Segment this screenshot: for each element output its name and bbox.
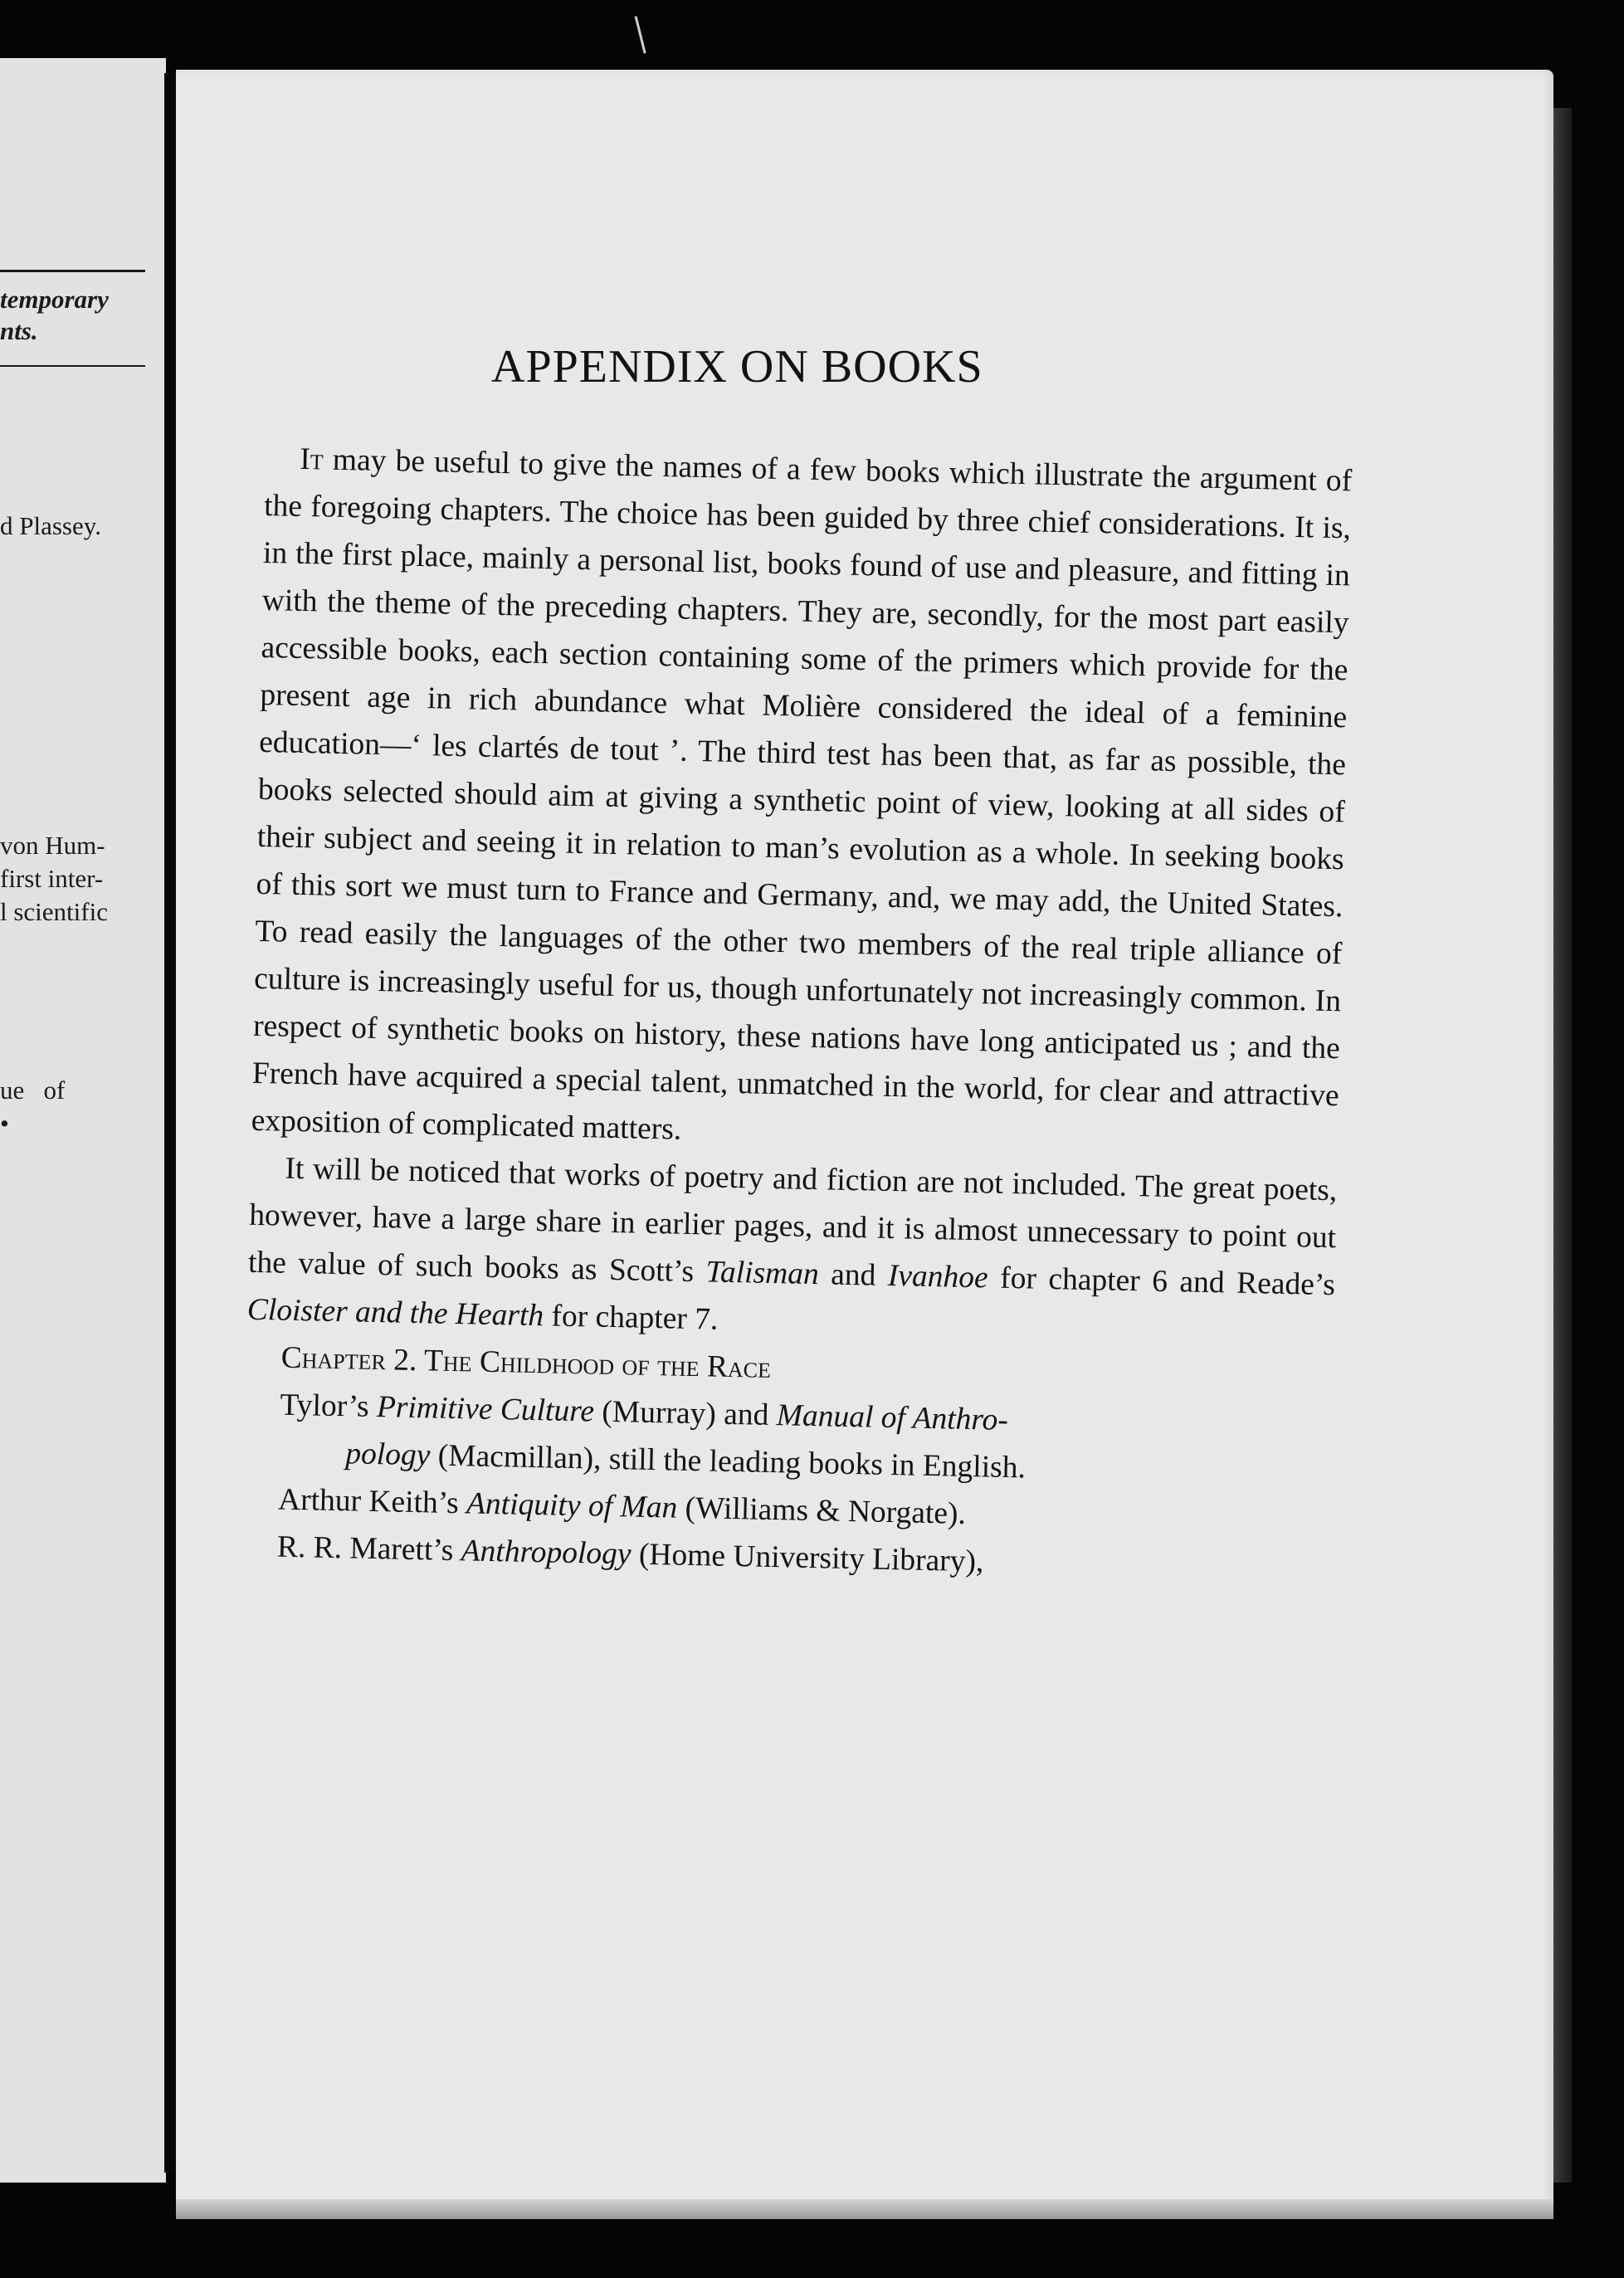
page-bottom-edge [176, 2199, 1553, 2219]
text-line: von Hum- [0, 831, 105, 860]
text-run: It will be noticed that works of poetry and fiction are not included. The great poets, however, have a large share in earlier pages, and it is almost unnecessary to point out the value of such books as Scott’s [247, 1151, 1338, 1290]
text-line: d Plassey. [0, 511, 101, 540]
paragraph-text: may be useful to give the names of a few books which illustrate the argument of the foregoing chapters. The choice has been guided by three chief considerations. It is, in the first place, mainly a personal list, books found of use and pleasure, and fitting in with the theme of the preceding chapters. They are, secondly, for the most part easily accessible books, each section containing some of the primers which provide for the present age in rich abundance what Molière considered the ideal of a feminine education—‘ les clartés de tout ’. The third test has been that, as far as possible, the books selected should aim at giving a synthetic point of view, looking at all sides of their subject and seeing it in relation to man’s evolution as a whole. In seeking books of this sort we must turn to France and Germany, and, we may add, the United States. To read easily the languages of the other two members of the real triple alliance of culture is increasingly useful for us, though unfortunately not increasingly common. In respect of synthetic books on history, these nations have long anticipated us ; and the French have acquired a special talent, unmatched in the world, for clear and attractive exposition of complicated matters. [251, 442, 1353, 1147]
publisher: (Home University Library), [638, 1537, 984, 1579]
table-header-line: temporary [0, 285, 109, 314]
author: R. R. Marett’s [276, 1529, 454, 1568]
page-stack-edge [1553, 108, 1572, 2183]
book-title: pology [344, 1437, 431, 1473]
book-title: Ivanhoe [887, 1258, 989, 1295]
paragraph-intro [251, 435, 1353, 1167]
book-page [176, 70, 1553, 2219]
book-title: Antiquity of Man [466, 1486, 678, 1525]
publisher: (Macmillan), still the leading books in English. [437, 1438, 1027, 1485]
book-gutter [164, 73, 176, 2173]
publisher: (Murray) and [601, 1394, 769, 1432]
book-title: Anthropology [461, 1534, 632, 1572]
book-title: Cloister and the Hearth [246, 1292, 544, 1334]
table-rule [0, 270, 145, 272]
text-line: ue of [0, 1076, 66, 1105]
chapter-heading: Chapter 2. The Childhood of the Race [280, 1340, 772, 1385]
previous-page-fragment [0, 58, 166, 2183]
author: Arthur Keith’s [277, 1482, 460, 1521]
text-run: for chapter 6 and Reade’s [999, 1261, 1336, 1303]
book-title: Primitive Culture [376, 1390, 595, 1429]
publisher: (Williams & Norgate). [685, 1490, 967, 1531]
page-title: APPENDIX ON BOOKS [491, 341, 983, 393]
page-body [241, 435, 1352, 1593]
text-line: • [0, 1109, 9, 1138]
book-title: Talisman [705, 1255, 820, 1292]
text-line: first inter- [0, 864, 104, 893]
book-title: Manual of Anthro- [776, 1398, 1009, 1437]
text-run: for chapter 7. [551, 1299, 719, 1337]
author: Tylor’s [280, 1388, 370, 1424]
paragraph-poetry [246, 1144, 1337, 1356]
table-header-line: nts. [0, 316, 38, 345]
text-line: l scientific [0, 897, 108, 926]
drop-lead: It [299, 441, 324, 477]
scan-artifact [635, 14, 653, 53]
text-run: and [830, 1257, 876, 1293]
table-rule [0, 365, 145, 367]
